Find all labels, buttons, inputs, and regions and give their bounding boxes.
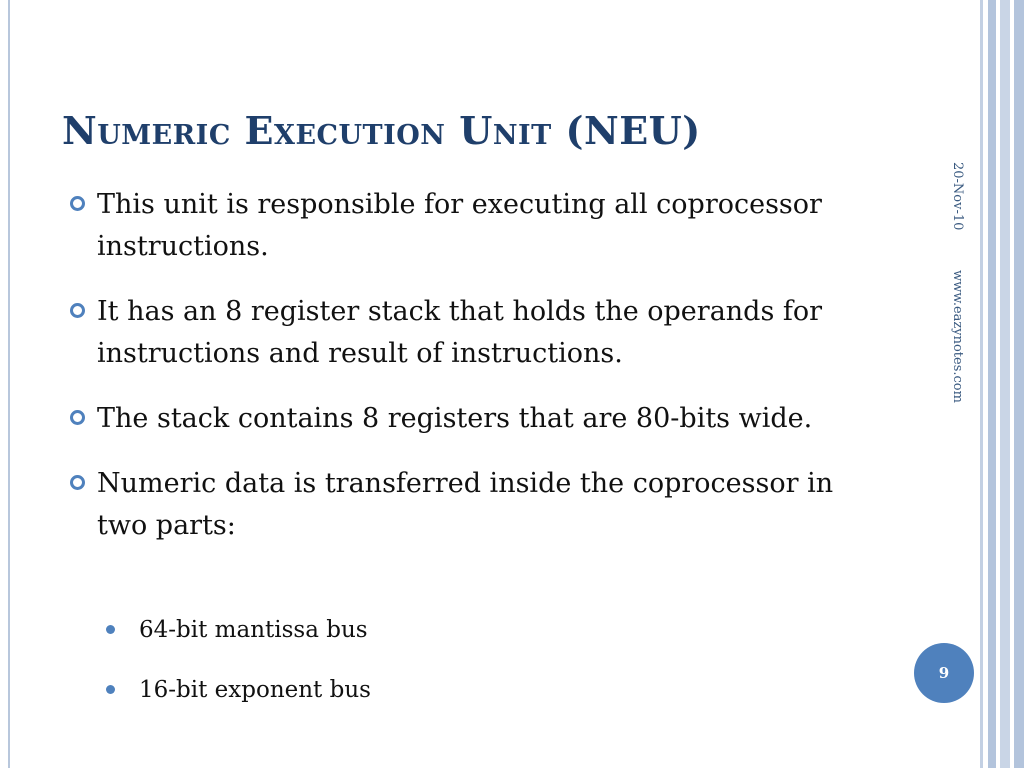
- sub-bullet-dot-icon: [106, 685, 115, 694]
- bullet-item: [70, 398, 890, 440]
- bullet-circle-icon: [70, 410, 85, 425]
- sub-bullet-text: 16-bit exponent bus: [139, 677, 371, 703]
- slide-date: 20-Nov-10: [950, 162, 965, 231]
- bullet-item: [70, 291, 890, 375]
- bullet-item: [70, 463, 890, 547]
- bullet-circle-icon: [70, 475, 85, 490]
- page-number: 9: [938, 664, 950, 682]
- bullet-text: Numeric data is transferred inside the coprocessor in two parts:: [97, 468, 834, 541]
- bullet-item: [70, 184, 890, 268]
- bullet-list: [70, 184, 890, 570]
- right-stripe-1: [980, 0, 983, 768]
- page-number-badge: [914, 643, 974, 703]
- right-stripe-2: [988, 0, 996, 768]
- sub-bullet-text: 64-bit mantissa bus: [139, 617, 368, 643]
- right-stripe-4: [1014, 0, 1024, 768]
- website-footer: www.eazynotes.com: [950, 270, 965, 403]
- bullet-text: It has an 8 register stack that holds the operands for instructions and result of instructions.: [97, 296, 823, 369]
- slide-title: Numeric Execution Unit (NEU): [62, 108, 701, 153]
- sub-bullet-item: [106, 666, 371, 714]
- bullet-circle-icon: [70, 196, 85, 211]
- bullet-circle-icon: [70, 303, 85, 318]
- bullet-text: This unit is responsible for executing all coprocessor instructions.: [97, 189, 822, 262]
- left-border-line: [8, 0, 10, 768]
- right-stripe-3: [1000, 0, 1010, 768]
- sub-bullet-list: [106, 606, 371, 726]
- sub-bullet-dot-icon: [106, 625, 115, 634]
- sub-bullet-item: [106, 606, 371, 654]
- bullet-text: The stack contains 8 registers that are 80-bits wide.: [97, 403, 813, 434]
